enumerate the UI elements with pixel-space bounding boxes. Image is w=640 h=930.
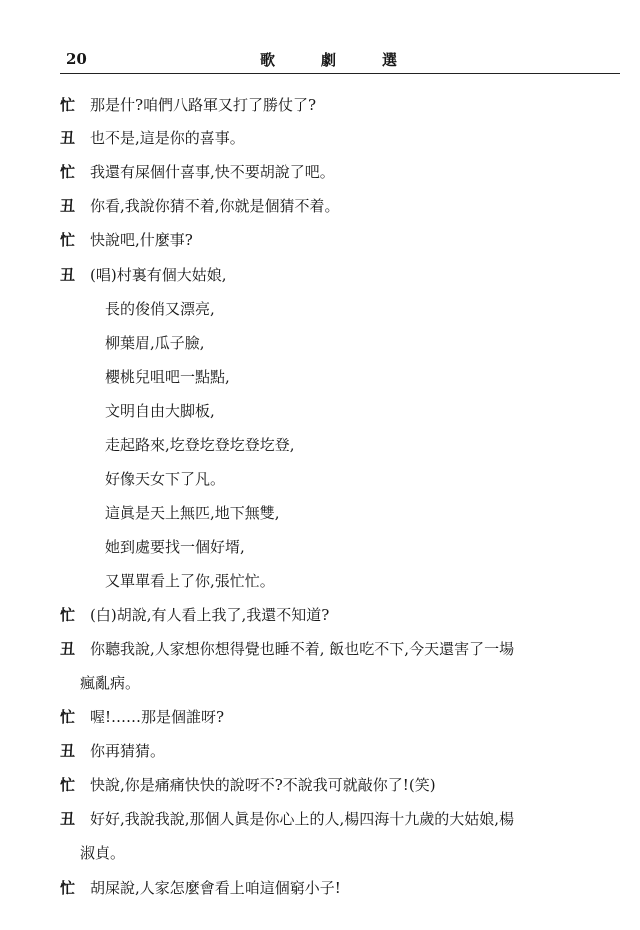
dialogue-continuation bbox=[80, 673, 140, 693]
dialogue-text: 淑貞。 bbox=[80, 844, 126, 862]
dialogue-line bbox=[60, 809, 514, 829]
dialogue-line bbox=[60, 605, 329, 625]
speaker-label: 忙 bbox=[60, 708, 76, 726]
song-text: 她到處要找一個好壻, bbox=[105, 538, 245, 556]
dialogue-text: 也不是,這是你的喜事。 bbox=[90, 129, 245, 147]
dialogue-text: 好好,我說我說,那個人眞是你心上的人,楊四海十九歲的大姑娘,楊 bbox=[90, 810, 515, 828]
dialogue-line bbox=[60, 230, 193, 250]
dialogue-text: 喔!……那是個誰呀? bbox=[90, 708, 225, 726]
speaker-label: 忙 bbox=[60, 96, 76, 114]
speaker-label: 丑 bbox=[60, 266, 76, 284]
dialogue-line bbox=[60, 878, 341, 898]
song-line bbox=[105, 401, 215, 421]
dialogue-text: 你聽我說,人家想你想得覺也睡不着, 飯也吃不下,今天還害了一場 bbox=[90, 640, 515, 658]
dialogue-line bbox=[60, 162, 335, 182]
dialogue-text: (白)胡說,有人看上我了,我還不知道? bbox=[90, 606, 330, 624]
speaker-label: 忙 bbox=[60, 879, 76, 897]
dialogue-line bbox=[60, 95, 316, 115]
song-text: 這眞是天上無匹,地下無雙, bbox=[105, 504, 280, 522]
dialogue-line bbox=[60, 741, 165, 761]
page-number: 20 bbox=[66, 50, 87, 68]
song-text: 走起路來,圪登圪登圪登圪登, bbox=[105, 436, 295, 454]
speaker-label: 忙 bbox=[60, 776, 76, 794]
song-text: 長的俊俏又漂亮, bbox=[105, 300, 215, 318]
song-line bbox=[105, 503, 280, 523]
dialogue-line bbox=[60, 707, 224, 727]
dialogue-text: 那是什?咱們八路軍又打了勝仗了? bbox=[90, 96, 317, 114]
song-line bbox=[105, 469, 225, 489]
speaker-label: 丑 bbox=[60, 810, 76, 828]
dialogue-text: 你看,我說你猜不着,你就是個猜不着。 bbox=[90, 197, 340, 215]
dialogue-text: 瘋亂病。 bbox=[80, 674, 141, 692]
song-line bbox=[105, 571, 275, 591]
dialogue-text: 胡屎說,人家怎麼會看上咱這個窮小子! bbox=[90, 879, 341, 897]
header-rule bbox=[60, 73, 620, 74]
speaker-label: 丑 bbox=[60, 640, 76, 658]
page-header bbox=[60, 48, 620, 72]
dialogue-text: 我還有屎個什喜事,快不要胡說了吧。 bbox=[90, 163, 335, 181]
dialogue-line bbox=[60, 196, 340, 216]
song-line bbox=[105, 435, 295, 455]
speaker-label: 丑 bbox=[60, 742, 76, 760]
song-text: 柳葉眉,瓜子臉, bbox=[105, 334, 205, 352]
song-line bbox=[105, 537, 245, 557]
speaker-label: 忙 bbox=[60, 606, 76, 624]
dialogue-text: (唱)村裏有個大姑娘, bbox=[90, 266, 227, 284]
running-title: 歌劇選 bbox=[260, 51, 444, 69]
song-text: 又單單看上了你,張忙忙。 bbox=[105, 572, 275, 590]
dialogue-line bbox=[60, 128, 245, 148]
speaker-label: 忙 bbox=[60, 231, 76, 249]
dialogue-line bbox=[60, 265, 226, 285]
speaker-label: 丑 bbox=[60, 197, 76, 215]
song-text: 好像天女下了凡。 bbox=[105, 470, 226, 488]
dialogue-text: 快說吧,什麼事? bbox=[90, 231, 193, 249]
song-line bbox=[105, 299, 215, 319]
song-line bbox=[105, 333, 205, 353]
dialogue-text: 快說,你是痛痛快快的說呀不?不說我可就敲你了!(笑) bbox=[90, 776, 436, 794]
dialogue-line bbox=[60, 775, 436, 795]
speaker-label: 丑 bbox=[60, 129, 76, 147]
dialogue-continuation bbox=[80, 843, 125, 863]
dialogue-line bbox=[60, 639, 514, 659]
song-text: 文明自由大脚板, bbox=[105, 402, 215, 420]
song-text: 櫻桃兒咀吧一點點, bbox=[105, 368, 230, 386]
dialogue-text: 你再猜猜。 bbox=[90, 742, 166, 760]
speaker-label: 忙 bbox=[60, 163, 76, 181]
song-line bbox=[105, 367, 230, 387]
